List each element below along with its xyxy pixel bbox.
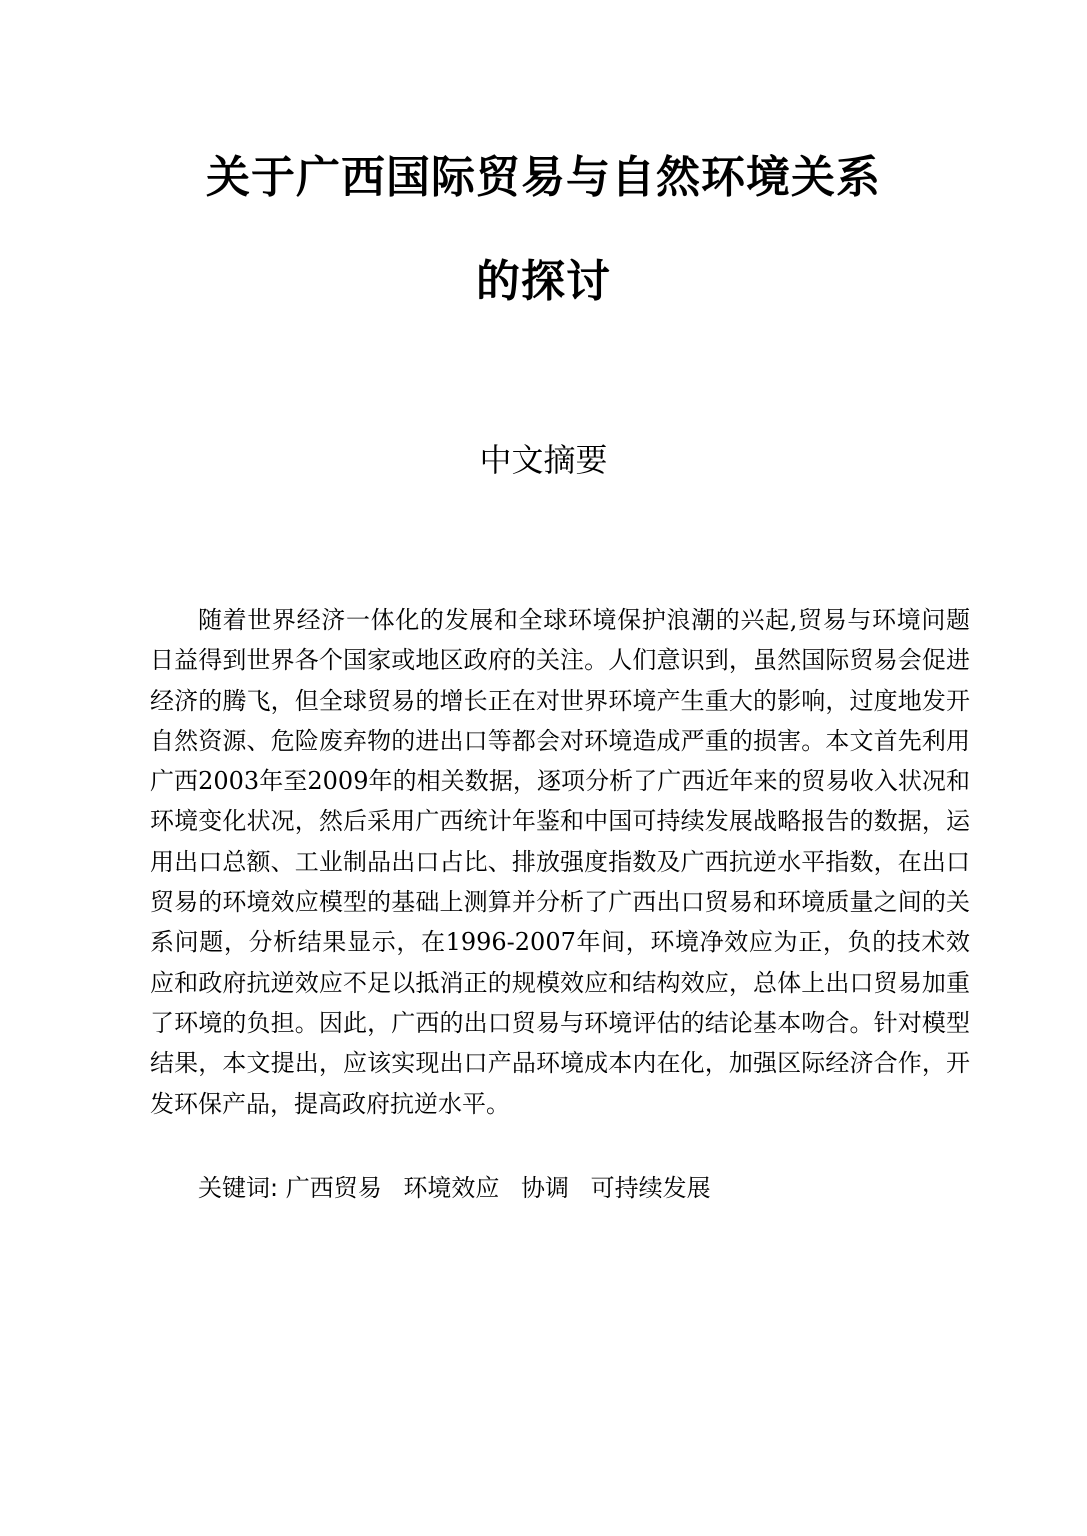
keywords-label: 关键词: (198, 1174, 279, 1202)
title-line-1: 关于广西国际贸易与自然环境关系 (206, 152, 881, 203)
keywords-line (198, 1168, 978, 1208)
abstract-heading: 中文摘要 (479, 441, 608, 479)
abstract-paragraph: 随着世界经济一体化的发展和全球环境保护浪潮的兴起,贸易与环境问题日益得到世界各个国家或地区政府的关注。人们意识到，虽然国际贸易会促进经济的腾飞，但全球贸易的增长正在对世界环境产生重大的影响，过度地发开自然资源、危险废弃物的进出口等都会对环境造成严重的损害。本文首先利用广西2003年至2009年的相关数据，逐项分析了广西近年来的贸易收入状况和环境变化状况，然后采用广西统计年鉴和中国可持续发展战略报告的数据，运用出口总额、工业制品出口占比、排放强度指数及广西抗逆水平指数，在出口贸易的环境效应模型的基础上测算并分析了广西出口贸易和环境质量之间的关系问题，分析结果显示，在1996-2007年间，环境净效应为正，负的技术效应和政府抗逆效应不足以抵消正的规模效应和结构效应，总体上出口贸易加重了环境的负担。因此，广西的出口贸易与环境评估的结论基本吻合。针对模型结果，本文提出，应该实现出口产品环境成本内在化，加强区际经济合作，开发环保产品，提高政府抗逆水平。 (150, 606, 970, 1118)
keyword-item: 广西贸易 (285, 1174, 382, 1202)
keyword-item: 环境效应 (403, 1174, 500, 1202)
keyword-item: 可持续发展 (590, 1174, 711, 1202)
title-line-2: 的探讨 (476, 256, 611, 307)
keyword-item: 协调 (521, 1174, 570, 1202)
